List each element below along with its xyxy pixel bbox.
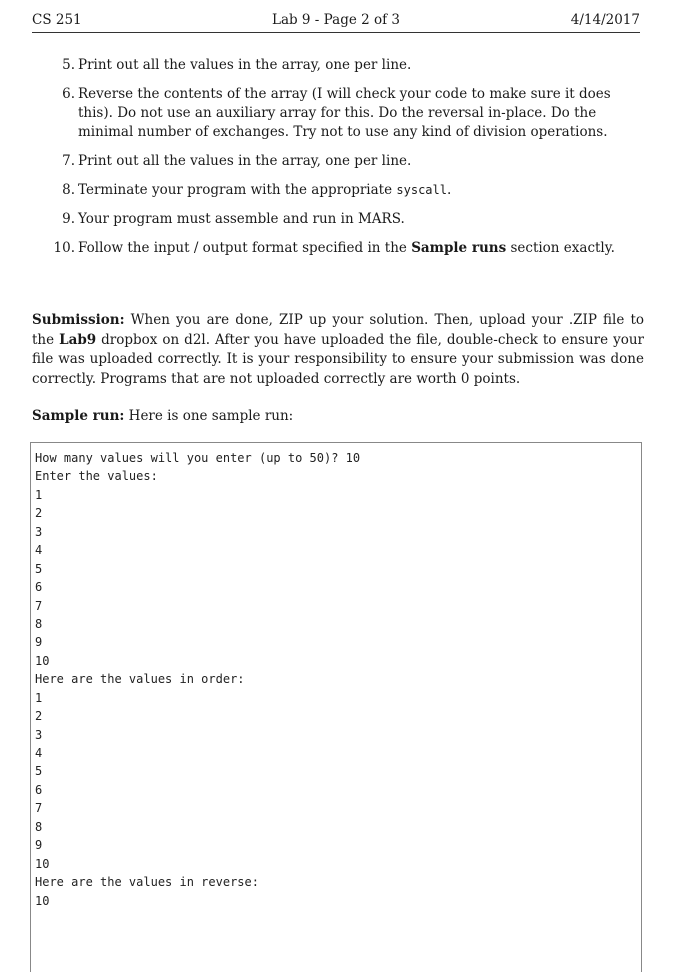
- step-number: 8.: [62, 182, 75, 198]
- console-line: 4: [35, 746, 43, 760]
- console-line: 6: [35, 580, 43, 595]
- console-line: Here are the values in reverse:: [35, 875, 259, 890]
- step-text-post: .: [446, 182, 452, 198]
- console-line: Enter the values:: [35, 469, 158, 484]
- code-syscall: syscall: [396, 183, 447, 197]
- console-line: 10: [35, 856, 50, 871]
- console-line: Here are the values in order:: [35, 672, 245, 687]
- console-line: 9: [35, 838, 43, 853]
- step-number: 6.: [62, 86, 75, 102]
- header-course: CS 251: [32, 12, 82, 28]
- console-line: 7: [35, 801, 43, 816]
- submission-text-2: dropbox on d2l. After you have uploaded the file, double-check to ensure your file was uploaded correctly. It is your responsibility to ensure your submission was done correctly. Programs that are not uploaded correctly are worth 0 points.: [32, 331, 644, 387]
- console-line: 2: [35, 506, 43, 521]
- console-line: 9: [35, 635, 43, 650]
- console-line: 6: [35, 782, 43, 797]
- header-title: Lab 9 - Page 2 of 3: [271, 12, 400, 28]
- step-text-pre: Follow the input / output format specified in the: [78, 240, 412, 256]
- submission-paragraph: [32, 311, 644, 389]
- step-text: [78, 239, 642, 258]
- sample-run-heading: [32, 408, 293, 424]
- submission-label: Submission:: [32, 312, 125, 328]
- sample-run-text: Here is one sample run:: [124, 408, 294, 424]
- console-line: 7: [35, 598, 43, 613]
- console-line: 4: [35, 543, 43, 558]
- step-number: 9.: [62, 211, 75, 227]
- step-text-pre: Terminate your program with the appropriate: [78, 182, 397, 198]
- list-item: [32, 56, 642, 75]
- sample-run-label: Sample run:: [32, 408, 125, 424]
- step-number: 10.: [53, 240, 75, 256]
- step-number: 5.: [62, 57, 75, 73]
- console-line: 5: [35, 764, 43, 779]
- list-item: [32, 239, 642, 258]
- steps-list: [32, 56, 642, 258]
- console-line: 1: [35, 487, 43, 502]
- console-line: 8: [35, 819, 43, 834]
- step-text: Your program must assemble and run in MARS.: [78, 211, 405, 227]
- list-item: [32, 85, 642, 142]
- sample-output-box: [30, 442, 642, 972]
- header-date: 4/14/2017: [570, 12, 640, 28]
- step-text: Print out all the values in the array, one per line.: [78, 153, 412, 169]
- lab9-label: Lab9: [59, 331, 97, 348]
- console-line: 1: [35, 690, 43, 705]
- page-header: [32, 11, 640, 33]
- list-item: [32, 152, 642, 171]
- console-line: 10: [35, 893, 50, 908]
- step-number: 7.: [62, 153, 75, 169]
- step-text: Print out all the values in the array, one per line.: [78, 57, 412, 73]
- console-line: 10: [35, 653, 50, 668]
- list-item: [32, 210, 642, 229]
- step-text: [78, 181, 642, 200]
- console-line: 3: [35, 727, 43, 742]
- console-line: 5: [35, 561, 43, 576]
- submission-text-1: When you are done, ZIP up your solution. Then, upload your .ZIP file to the: [32, 312, 644, 348]
- console-line: 3: [35, 524, 43, 539]
- step-text-post: section exactly.: [506, 240, 615, 256]
- step-text: Reverse the contents of the array (I will check your code to make sure it does this). Do not use an auxiliary array for this. Do the reversal in-place. Do the minimal number of exchanges. Try not to use any kind of division operations.: [78, 86, 611, 140]
- console-line: How many values will you enter (up to 50)? 10: [35, 451, 361, 465]
- sample-runs-ref: Sample runs: [411, 240, 507, 256]
- console-line: 8: [35, 616, 43, 631]
- list-item: [32, 181, 642, 200]
- console-line: 2: [35, 709, 43, 724]
